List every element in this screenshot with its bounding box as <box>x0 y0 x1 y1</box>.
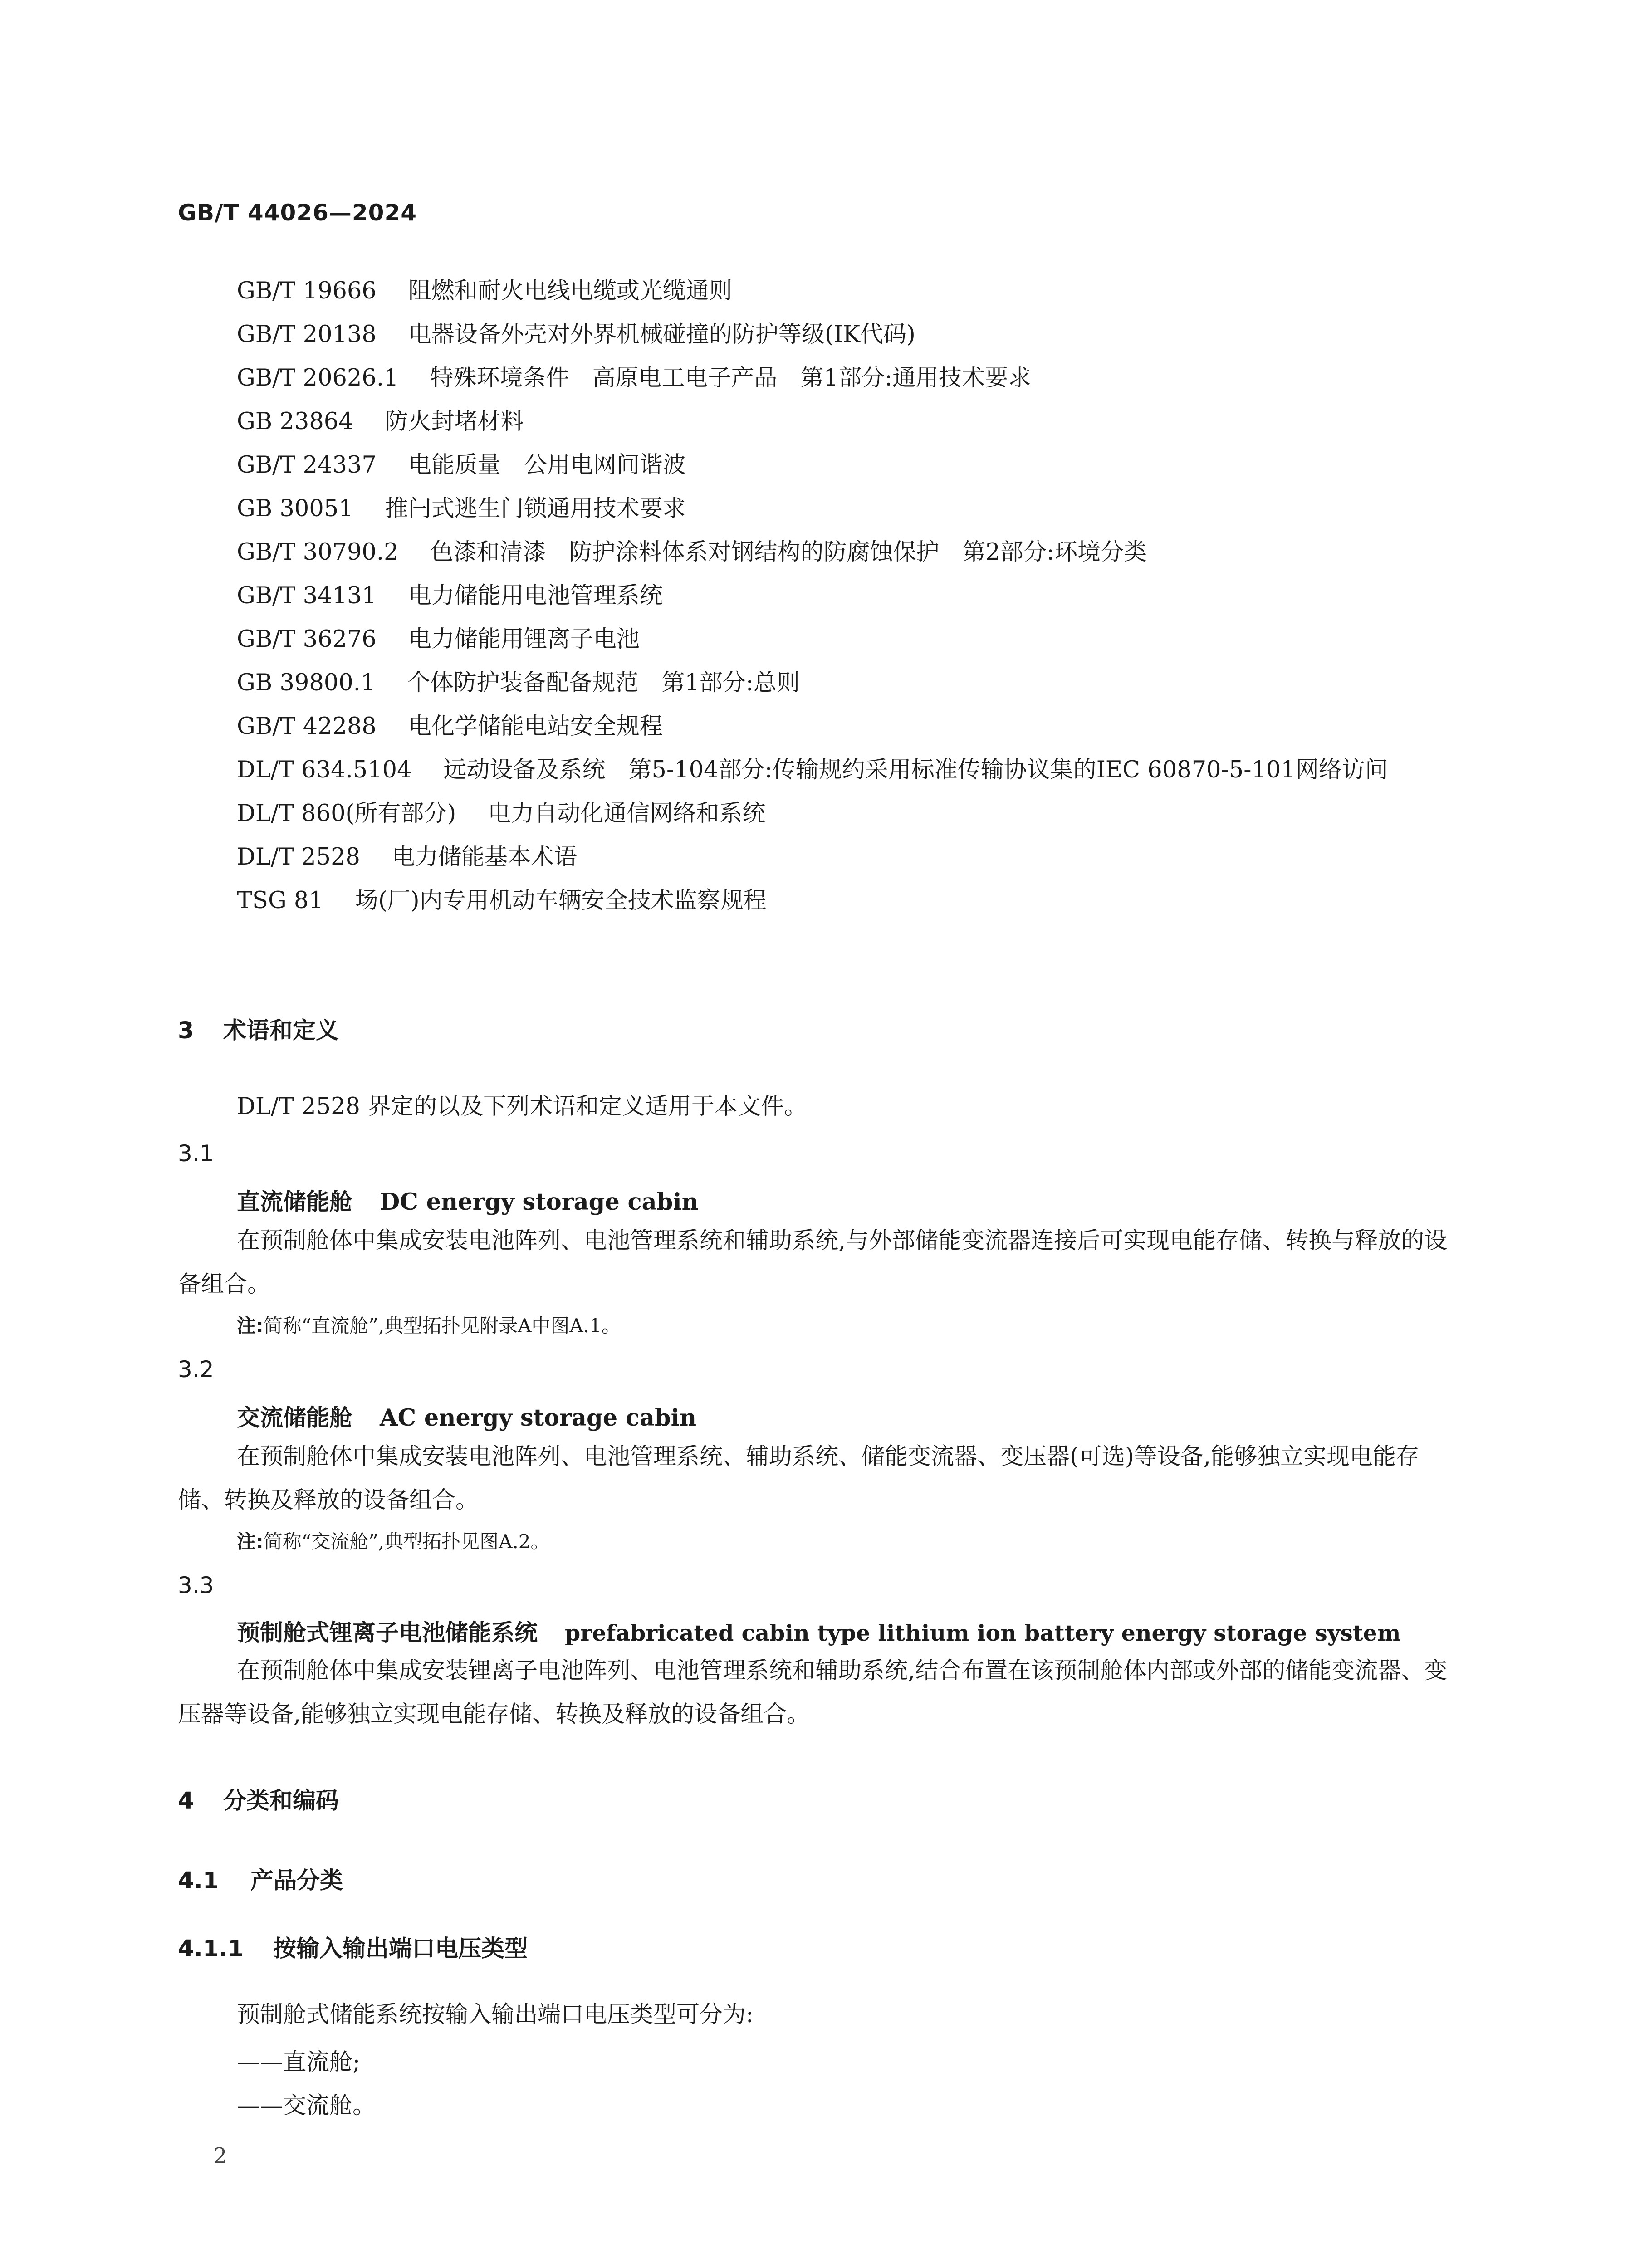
reference-title: 场(厂)内专用机动车辆安全技术监察规程 <box>355 887 767 914</box>
term-heading <box>237 1399 696 1432</box>
reference-title: 电能质量 公用电网间谐波 <box>408 452 686 479</box>
section-number: 4.1 <box>178 1867 219 1894</box>
section-3-heading <box>178 1012 339 1045</box>
section-number: 3 <box>178 1017 194 1044</box>
section-title: 按输入输出端口电压类型 <box>273 1936 528 1962</box>
term-en: DC energy storage cabin <box>380 1188 699 1216</box>
reference-title: 特殊环境条件 高原电工电子产品 第1部分:通用技术要求 <box>430 365 1032 391</box>
reference-item <box>178 661 1453 705</box>
reference-code: DL/T 860(所有部分) <box>237 800 456 827</box>
reference-code: GB/T 30790.2 <box>237 539 399 566</box>
reference-item <box>178 357 1453 400</box>
term-number: 3.2 <box>178 1356 214 1383</box>
term-heading <box>237 1183 699 1217</box>
reference-code: GB/T 20138 <box>237 321 377 348</box>
note-text: 简称“交流舱”,典型拓扑见图A.2。 <box>263 1530 550 1553</box>
reference-item <box>178 618 1453 661</box>
reference-title: 个体防护装备配备规范 第1部分:总则 <box>407 670 800 696</box>
section-4-heading <box>178 1782 339 1815</box>
section-4-1-1-heading <box>178 1930 528 1963</box>
section-4-text: 预制舱式储能系统按输入输出端口电压类型可分为: <box>237 2001 754 2028</box>
reference-code: GB 30051 <box>237 495 353 522</box>
reference-item <box>178 879 1453 923</box>
normative-references-list <box>178 269 1453 923</box>
note-label: 注: <box>237 1530 264 1553</box>
term-definition: 在预制舱体中集成安装电池阵列、电池管理系统、辅助系统、储能变流器、变压器(可选)等设备,能够独立实现电能存储、转换及释放的设备组合。 <box>178 1443 1420 1514</box>
reference-item <box>178 836 1453 879</box>
term-en: prefabricated cabin type lithium ion battery energy storage system <box>565 1620 1401 1646</box>
reference-item <box>178 705 1453 748</box>
reference-code: GB/T 34131 <box>237 582 377 609</box>
term-zh: 交流储能舱 <box>237 1405 353 1432</box>
term-definition: 在预制舱体中集成安装锂离子电池阵列、电池管理系统和辅助系统,结合布置在该预制舱体内部或外部的储能变流器、变压器等设备,能够独立实现电能存储、转换及释放的设备组合。 <box>178 1657 1448 1728</box>
standard-number-header: GB/T 44026—2024 <box>178 200 417 226</box>
section-title: 产品分类 <box>250 1867 343 1894</box>
list-item: ——直流舱; <box>237 2049 361 2076</box>
term-definition: 在预制舱体中集成安装电池阵列、电池管理系统和辅助系统,与外部储能变流器连接后可实现电能存储、转换与释放的设备组合。 <box>178 1227 1448 1298</box>
term-number: 3.3 <box>178 1572 214 1598</box>
note-text: 简称“直流舱”,典型拓扑见附录A中图A.1。 <box>263 1315 621 1337</box>
reference-code: TSG 81 <box>237 887 323 914</box>
reference-item <box>178 792 1453 836</box>
reference-item <box>178 531 1453 574</box>
reference-code: GB/T 42288 <box>237 713 377 740</box>
reference-title: 阻燃和耐火电线电缆或光缆通则 <box>408 278 732 304</box>
term-number: 3.1 <box>178 1140 214 1167</box>
section-3-intro: DL/T 2528 界定的以及下列术语和定义适用于本文件。 <box>237 1093 808 1120</box>
reference-item <box>178 400 1453 444</box>
reference-item <box>178 748 1453 792</box>
reference-code: GB/T 20626.1 <box>237 365 399 391</box>
term-zh: 直流储能舱 <box>237 1189 353 1216</box>
reference-code: GB/T 24337 <box>237 452 377 479</box>
section-4-1-heading <box>178 1862 343 1895</box>
reference-code: GB 23864 <box>237 408 353 435</box>
reference-title: 电力自动化通信网络和系统 <box>488 800 766 827</box>
section-number: 4 <box>178 1788 194 1814</box>
reference-title: 电力储能用电池管理系统 <box>408 582 663 609</box>
term-en: AC energy storage cabin <box>380 1404 697 1432</box>
term-note <box>237 1527 550 1554</box>
reference-code: GB/T 19666 <box>237 278 377 304</box>
note-label: 注: <box>237 1315 264 1337</box>
reference-title: 防火封堵材料 <box>385 408 524 435</box>
reference-item <box>178 444 1453 487</box>
reference-code: GB/T 36276 <box>237 626 377 653</box>
section-title: 术语和定义 <box>223 1017 339 1044</box>
reference-item <box>178 269 1453 313</box>
reference-title: 电力储能用锂离子电池 <box>408 626 640 653</box>
reference-title: 色漆和清漆 防护涂料体系对钢结构的防腐蚀保护 第2部分:环境分类 <box>430 539 1147 566</box>
reference-item <box>178 574 1453 618</box>
reference-title: 电力储能基本术语 <box>392 844 577 870</box>
reference-title: 推闩式逃生门锁通用技术要求 <box>385 495 686 522</box>
reference-title: 远动设备及系统 第5-104部分:传输规约采用标准传输协议集的IEC 60870-5-101网络访问 <box>443 757 1388 783</box>
reference-item <box>178 313 1453 357</box>
reference-item <box>178 487 1453 531</box>
section-number: 4.1.1 <box>178 1936 244 1962</box>
reference-code: GB 39800.1 <box>237 670 376 696</box>
page-number: 2 <box>213 2143 227 2169</box>
reference-code: DL/T 634.5104 <box>237 757 412 783</box>
term-heading <box>237 1614 1401 1647</box>
term-zh: 预制舱式锂离子电池储能系统 <box>237 1620 538 1647</box>
term-note <box>237 1311 621 1338</box>
reference-title: 电器设备外壳对外界机械碰撞的防护等级(IK代码) <box>408 321 915 348</box>
reference-code: DL/T 2528 <box>237 844 360 870</box>
reference-title: 电化学储能电站安全规程 <box>408 713 663 740</box>
list-item: ——交流舱。 <box>237 2092 376 2119</box>
section-title: 分类和编码 <box>223 1788 339 1814</box>
